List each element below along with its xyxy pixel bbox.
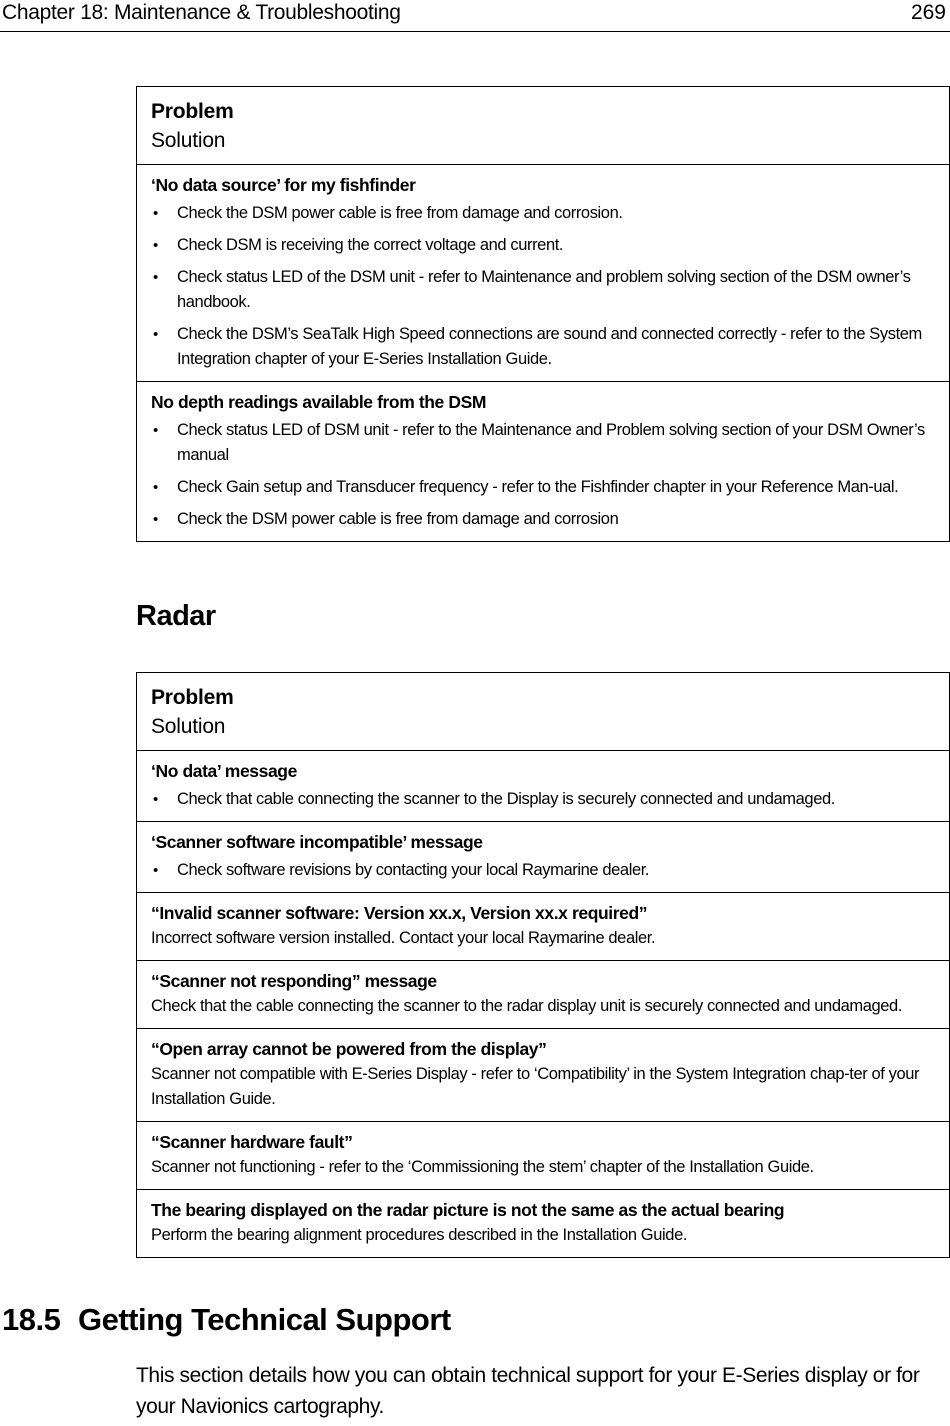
table-cell: [137, 165, 950, 382]
chapter-title: Chapter 18: Maintenance & Troubleshooting: [2, 1, 401, 24]
table-row: [137, 751, 950, 822]
radar-troubleshooting-table: [136, 672, 950, 1258]
page-header: [0, 0, 950, 32]
list-item: • Check Gain setup and Transducer frequency - refer to the Fishfinder chapter in your Reference Man-ual.: [151, 475, 935, 500]
section-title: Getting Technical Support: [78, 1302, 451, 1337]
problem-title: “Scanner hardware fault”: [151, 1132, 353, 1152]
list-item: • Check DSM is receiving the correct voltage and current.: [151, 233, 935, 258]
problem-title: “Open array cannot be powered from the display”: [151, 1039, 547, 1059]
table-header-row: [137, 87, 950, 165]
solution-list: [151, 787, 935, 812]
header-solution-label: Solution: [151, 715, 226, 738]
problem-title: ‘No data source’ for my fishfinder: [151, 175, 416, 195]
table-row: [137, 1122, 950, 1190]
solution-list: [151, 858, 935, 883]
table-cell: [137, 961, 950, 1029]
table-cell: [137, 1190, 950, 1258]
table-row: [137, 165, 950, 382]
list-item: • Check status LED of the DSM unit - refer to Maintenance and problem solving section of the DSM owner’s handbook.: [151, 265, 935, 315]
list-item: • Check software revisions by contacting your local Raymarine dealer.: [151, 858, 935, 883]
list-item: • Check the DSM power cable is free from damage and corrosion: [151, 507, 935, 532]
header-solution-label: Solution: [151, 129, 226, 152]
table-header-cell: [137, 87, 950, 165]
solution-text: Scanner not compatible with E-Series Display - refer to ‘Compatibility’ in the System Integration chap-ter of your Installation Guide.: [151, 1065, 920, 1108]
table-row: [137, 893, 950, 961]
table-cell: [137, 1029, 950, 1122]
solution-list: [151, 418, 935, 532]
problem-title: The bearing displayed on the radar picture is not the same as the actual bearing: [151, 1200, 785, 1220]
fishfinder-troubleshooting-table: [136, 86, 950, 542]
problem-title: “Scanner not responding” message: [151, 971, 437, 991]
table-cell: [137, 1122, 950, 1190]
table-header-row: [137, 673, 950, 751]
table-cell: [137, 822, 950, 893]
header-problem-label: Problem: [151, 100, 234, 123]
solution-text: Scanner not functioning - refer to the ‘Commissioning the stem’ chapter of the Installation Guide.: [151, 1158, 814, 1176]
table-row: [137, 382, 950, 542]
table-row: [137, 822, 950, 893]
table-header-cell: [137, 673, 950, 751]
solution-list: [151, 201, 935, 372]
solution-text: Incorrect software version installed. Contact your local Raymarine dealer.: [151, 929, 656, 947]
table-cell: [137, 893, 950, 961]
problem-title: ‘Scanner software incompatible’ message: [151, 832, 483, 852]
list-item: • Check the DSM power cable is free from damage and corrosion.: [151, 201, 935, 226]
problem-title: ‘No data’ message: [151, 761, 297, 781]
problem-title: “Invalid scanner software: Version xx.x, Version xx.x required”: [151, 903, 648, 923]
solution-text: Perform the bearing alignment procedures described in the Installation Guide.: [151, 1226, 688, 1244]
problem-title: No depth readings available from the DSM: [151, 392, 487, 412]
header-problem-label: Problem: [151, 686, 234, 709]
table-row: [137, 1190, 950, 1258]
list-item: • Check that cable connecting the scanner to the Display is securely connected and undamaged.: [151, 787, 935, 812]
page-number: 269: [910, 1, 946, 24]
support-section-heading: [2, 1302, 451, 1338]
list-item: • Check status LED of DSM unit - refer to the Maintenance and Problem solving section of your DSM Owner’s manual: [151, 418, 935, 468]
solution-text: Check that the cable connecting the scanner to the radar display unit is securely connected and undamaged.: [151, 997, 903, 1015]
table-row: [137, 1029, 950, 1122]
section-number: 18.5: [2, 1302, 61, 1337]
list-item: • Check the DSM’s SeaTalk High Speed connections are sound and connected correctly - refer to the System Integration chapter of your E-Series Installation Guide.: [151, 322, 935, 372]
table-row: [137, 961, 950, 1029]
table-cell: [137, 751, 950, 822]
radar-section-title: Radar: [136, 600, 216, 632]
support-body-text: This section details how you can obtain technical support for your E-Series display or for your Navionics cartography.: [136, 1364, 920, 1418]
table-cell: [137, 382, 950, 542]
